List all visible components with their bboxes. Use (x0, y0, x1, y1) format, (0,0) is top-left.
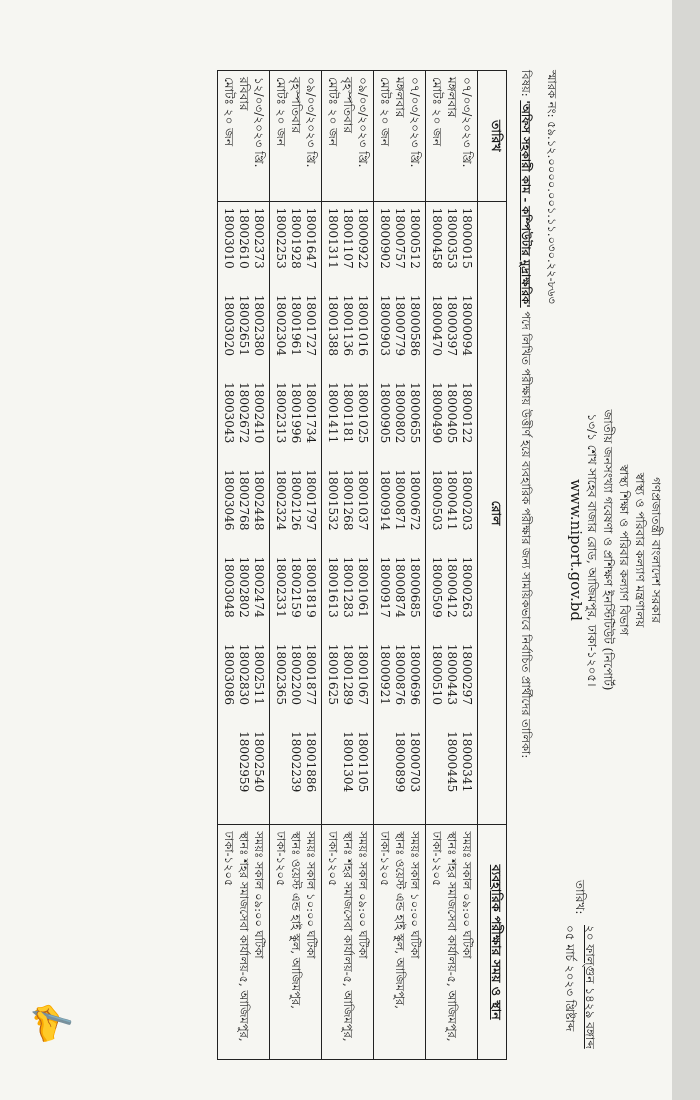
date-cell-date: ১২/০৩/২০২৩ খ্রি. (252, 77, 266, 168)
roll-number: 18001067 (356, 643, 370, 705)
roll-number: 18002324 (274, 469, 288, 531)
table-row (374, 71, 426, 1060)
roll-number: 18001016 (356, 294, 370, 356)
roll-number: 18002126 (289, 469, 303, 531)
place-cell-time: সময়ঃ সকাল ০৯:০০ ঘটিকা (252, 831, 266, 959)
roll-number: 18000412 (445, 556, 459, 618)
subject-line (515, 70, 534, 758)
memo-number: স্মারক নং: ৫৯.১২.০০০০.০০১.১১.০৩০.২২-৮৬৩ (545, 70, 559, 304)
roll-number: 18002373 (252, 207, 266, 269)
roll-number: 18001727 (304, 294, 318, 356)
date-cell (218, 71, 270, 202)
header-rolls: রোল (478, 201, 507, 825)
date-cell-total: মোটঃ ২০ জন (430, 77, 444, 147)
roll-number: 18001268 (341, 469, 355, 531)
roll-number: 18001961 (289, 294, 303, 356)
roll-number: 18001289 (341, 643, 355, 705)
roll-number: 18001411 (326, 382, 340, 444)
place-cell (322, 825, 374, 1060)
roll-number: 18001532 (326, 469, 340, 531)
date-cell (426, 71, 478, 202)
place-cell (218, 825, 270, 1060)
roll-number: 18000353 (445, 207, 459, 269)
signature-mark: ✍ (25, 994, 79, 1048)
roll-number: 18002365 (274, 643, 288, 705)
roll-number: 18002159 (289, 556, 303, 618)
roll-number: 18002313 (274, 382, 288, 444)
table-row (426, 71, 478, 1060)
roll-number: 18001105 (356, 731, 370, 793)
roll-number: 18000876 (393, 643, 407, 705)
roll-number: 18000672 (408, 469, 422, 531)
roll-number: 18002540 (252, 731, 266, 793)
roll-number: 18002802 (237, 556, 251, 618)
table-body (218, 71, 478, 1060)
subject-text: পদে লিখিত পরীক্ষায় উত্তীর্ণ হয়ে ব্যবহারিক পরীক্ষার জন্য সাময়িকভাবে নির্বাচিত প্রার্থীদের তালিকা: (519, 311, 533, 759)
roll-number: 18000405 (445, 382, 459, 444)
header-line-5: ১৩/১ শেখ সাহেব বাজার রোড, আজিমপুর, ঢাকা-১২০৫। (585, 413, 599, 687)
roll-number: 18002768 (237, 469, 251, 531)
place-cell-time: সময়ঃ সকাল ১০:০০ ঘটিকা (408, 831, 422, 959)
date-cell-day: বৃহস্পতিবার (341, 77, 355, 133)
place-cell-time: সময়ঃ সকাল ০৯:০০ ঘটিকা (460, 831, 474, 959)
subject-title: 'অফিস সহকারী কাম - কম্পিউটার মুদ্রাক্ষরিক' (519, 100, 533, 308)
roll-number: 18000297 (460, 643, 474, 705)
roll-number: 18000655 (408, 382, 422, 444)
roll-number: 18001107 (341, 207, 355, 269)
roll-number: 18001304 (341, 731, 355, 793)
header-place: ব্যবহারিক পরীক্ষার সময় ও স্থান (478, 825, 507, 1060)
place-cell (426, 825, 478, 1060)
subject-label: বিষয়: (519, 70, 533, 97)
date-cell-day: রবিবার (237, 77, 251, 111)
roll-number: 18002511 (252, 643, 266, 705)
rolls-cell (270, 201, 322, 825)
roll-number: 18001388 (326, 294, 340, 356)
roll-number: 18001877 (304, 643, 318, 705)
roll-number: 18002239 (289, 731, 303, 793)
roll-number: 18002331 (274, 556, 288, 618)
roll-number: 18000921 (378, 643, 392, 705)
rolls-cell (426, 201, 478, 825)
header-date: তারিখ (478, 71, 507, 202)
roll-number: 18000779 (393, 294, 407, 356)
roll-number: 18003086 (222, 643, 236, 705)
date-label: তারিখ: (573, 880, 587, 915)
roll-number: 18001734 (304, 382, 318, 444)
roll-number: 18003010 (222, 207, 236, 269)
header-line-3: স্বাস্থ্য শিক্ষা ও পরিবার কল্যাণ বিভাগ (617, 464, 631, 636)
roll-number: 18001283 (341, 556, 355, 618)
roll-number: 18000411 (445, 469, 459, 531)
date-cell (322, 71, 374, 202)
header-line-1: গণপ্রজাতন্ত্রী বাংলাদেশ সরকার (649, 477, 663, 623)
roll-number: 18000914 (378, 469, 392, 531)
date-cell-day: বৃহস্পতিবার (289, 77, 303, 133)
roll-number: 18002830 (237, 643, 251, 705)
roll-number: 18000512 (408, 207, 422, 269)
roll-number: 18002672 (237, 382, 251, 444)
place-cell-place: স্থানঃ শহর সমাজসেবা কার্যালয়-৫, আজিমপুর, ঢাকা-১২০৫ (430, 831, 459, 1042)
place-cell-place: স্থানঃ শহর সমাজসেবা কার্যালয়-৫, আজিমপুর, ঢাকা-১২০৫ (222, 831, 251, 1042)
roll-number: 18000094 (460, 294, 474, 356)
roll-number: 18000903 (378, 294, 392, 356)
roll-number: 18000696 (408, 643, 422, 705)
roll-number: 18001819 (304, 556, 318, 618)
roll-number: 18001136 (341, 294, 355, 356)
roll-number: 18000703 (408, 731, 422, 793)
place-cell-place: স্থানঃ ওয়েস্ট এন্ড হাই স্কুল, আজিমপুর, ঢাকা-১২০৫ (378, 831, 407, 1009)
website-link[interactable]: www.niport.gov.bd (567, 479, 585, 621)
roll-number: 18000203 (460, 469, 474, 531)
place-cell-time: সময়ঃ সকাল ০৯:০০ ঘটিকা (356, 831, 370, 959)
roll-number: 18000510 (430, 643, 444, 705)
table-header-row (478, 71, 507, 1060)
roll-number: 18002200 (289, 643, 303, 705)
roll-number: 18000871 (393, 469, 407, 531)
date-cell-date: ০৭/০৩/২০২৩ খ্রি. (460, 77, 474, 168)
roll-number: 18001647 (304, 207, 318, 269)
roll-number: 18002651 (237, 294, 251, 356)
english-date: ০৫ মার্চ ২০২৩ খ্রিষ্টাব্দ (563, 925, 577, 1032)
roll-number: 18002253 (274, 207, 288, 269)
roll-number: 18000685 (408, 556, 422, 618)
rolls-cell (218, 201, 270, 825)
roll-number: 18000503 (430, 469, 444, 531)
roll-number: 18000443 (445, 643, 459, 705)
roll-number: 18000586 (408, 294, 422, 356)
roll-number: 18000899 (393, 731, 407, 793)
roll-number: 18000015 (460, 207, 474, 269)
roll-number: 18000470 (430, 294, 444, 356)
candidate-table (217, 70, 507, 1060)
roll-number: 18000902 (378, 207, 392, 269)
roll-number: 18002959 (237, 731, 251, 793)
place-cell-place: স্থানঃ শহর সমাজসেবা কার্যালয়-৫, আজিমপুর, ঢাকা-১২০৫ (326, 831, 355, 1042)
date-cell-day: মঙ্গলবার (445, 77, 459, 118)
roll-number: 18000922 (356, 207, 370, 269)
place-cell (374, 825, 426, 1060)
date-cell-date: ০৯/০৩/২০২৩ খ্রি. (304, 77, 318, 168)
date-cell-date: ০৭/০৩/২০২৩ খ্রি. (408, 77, 422, 168)
roll-number: 18001996 (289, 382, 303, 444)
place-cell-time: সময়ঃ সকাল ১০:০০ ঘটিকা (304, 831, 318, 959)
roll-number: 18001928 (289, 207, 303, 269)
bangla-date: ২০ ফাল্গুন ১৪২৯ বঙ্গাব্দ (583, 925, 597, 1049)
roll-number: 18000917 (378, 556, 392, 618)
table-row (218, 71, 270, 1060)
scanner-edge (672, 0, 700, 1100)
roll-number: 18002304 (274, 294, 288, 356)
roll-number: 18001613 (326, 556, 340, 618)
roll-number: 18001061 (356, 556, 370, 618)
roll-number: 18001181 (341, 382, 355, 444)
rolls-cell (322, 201, 374, 825)
date-cell-total: মোটঃ ২০ জন (378, 77, 392, 147)
roll-number: 18000397 (445, 294, 459, 356)
date-cell-date: ০৯/০৩/২০২৩ খ্রি. (356, 77, 370, 168)
roll-number: 18002474 (252, 556, 266, 618)
roll-number: 18000757 (393, 207, 407, 269)
date-cell-day: মঙ্গলবার (393, 77, 407, 118)
roll-number: 18000802 (393, 382, 407, 444)
date-cell-total: মোটঃ ২০ জন (326, 77, 340, 147)
roll-number: 18003048 (222, 556, 236, 618)
place-cell-place: স্থানঃ ওয়েস্ট এন্ড হাই স্কুল, আজিমপুর, ঢাকা-১২০৫ (274, 831, 303, 1009)
roll-number: 18003020 (222, 294, 236, 356)
roll-number: 18002610 (237, 207, 251, 269)
roll-number: 18002380 (252, 294, 266, 356)
roll-number: 18003043 (222, 382, 236, 444)
roll-number: 18001025 (356, 382, 370, 444)
roll-number: 18000341 (460, 731, 474, 793)
roll-number: 18001311 (326, 207, 340, 269)
roll-number: 18000263 (460, 556, 474, 618)
date-cell (374, 71, 426, 202)
roll-number: 18000445 (445, 731, 459, 793)
rolls-cell (374, 201, 426, 825)
header-line-2: স্বাস্থ্য ও পরিবার কল্যাণ মন্ত্রণালয় (633, 472, 647, 628)
roll-number: 18001886 (304, 731, 318, 793)
roll-number: 18001037 (356, 469, 370, 531)
date-cell-total: মোটঃ ২০ জন (222, 77, 236, 147)
roll-number: 18002410 (252, 382, 266, 444)
date-cell-total: মোটঃ ২০ জন (274, 77, 288, 147)
roll-number: 18000122 (460, 382, 474, 444)
roll-number: 18000874 (393, 556, 407, 618)
roll-number: 18001797 (304, 469, 318, 531)
roll-number: 18000905 (378, 382, 392, 444)
table-row (322, 71, 374, 1060)
gov-header (568, 300, 664, 800)
table-row (270, 71, 322, 1060)
roll-number: 18000509 (430, 556, 444, 618)
place-cell (270, 825, 322, 1060)
roll-number: 18001625 (326, 643, 340, 705)
roll-number: 18000490 (430, 382, 444, 444)
date-cell (270, 71, 322, 202)
roll-number: 18000458 (430, 207, 444, 269)
roll-number: 18002448 (252, 469, 266, 531)
header-line-4: জাতীয় জনসংখ্যা গবেষণা ও প্রশিক্ষণ ইনস্টিটিউট (নিপোর্ট) (601, 409, 615, 691)
roll-number: 18003046 (222, 469, 236, 531)
